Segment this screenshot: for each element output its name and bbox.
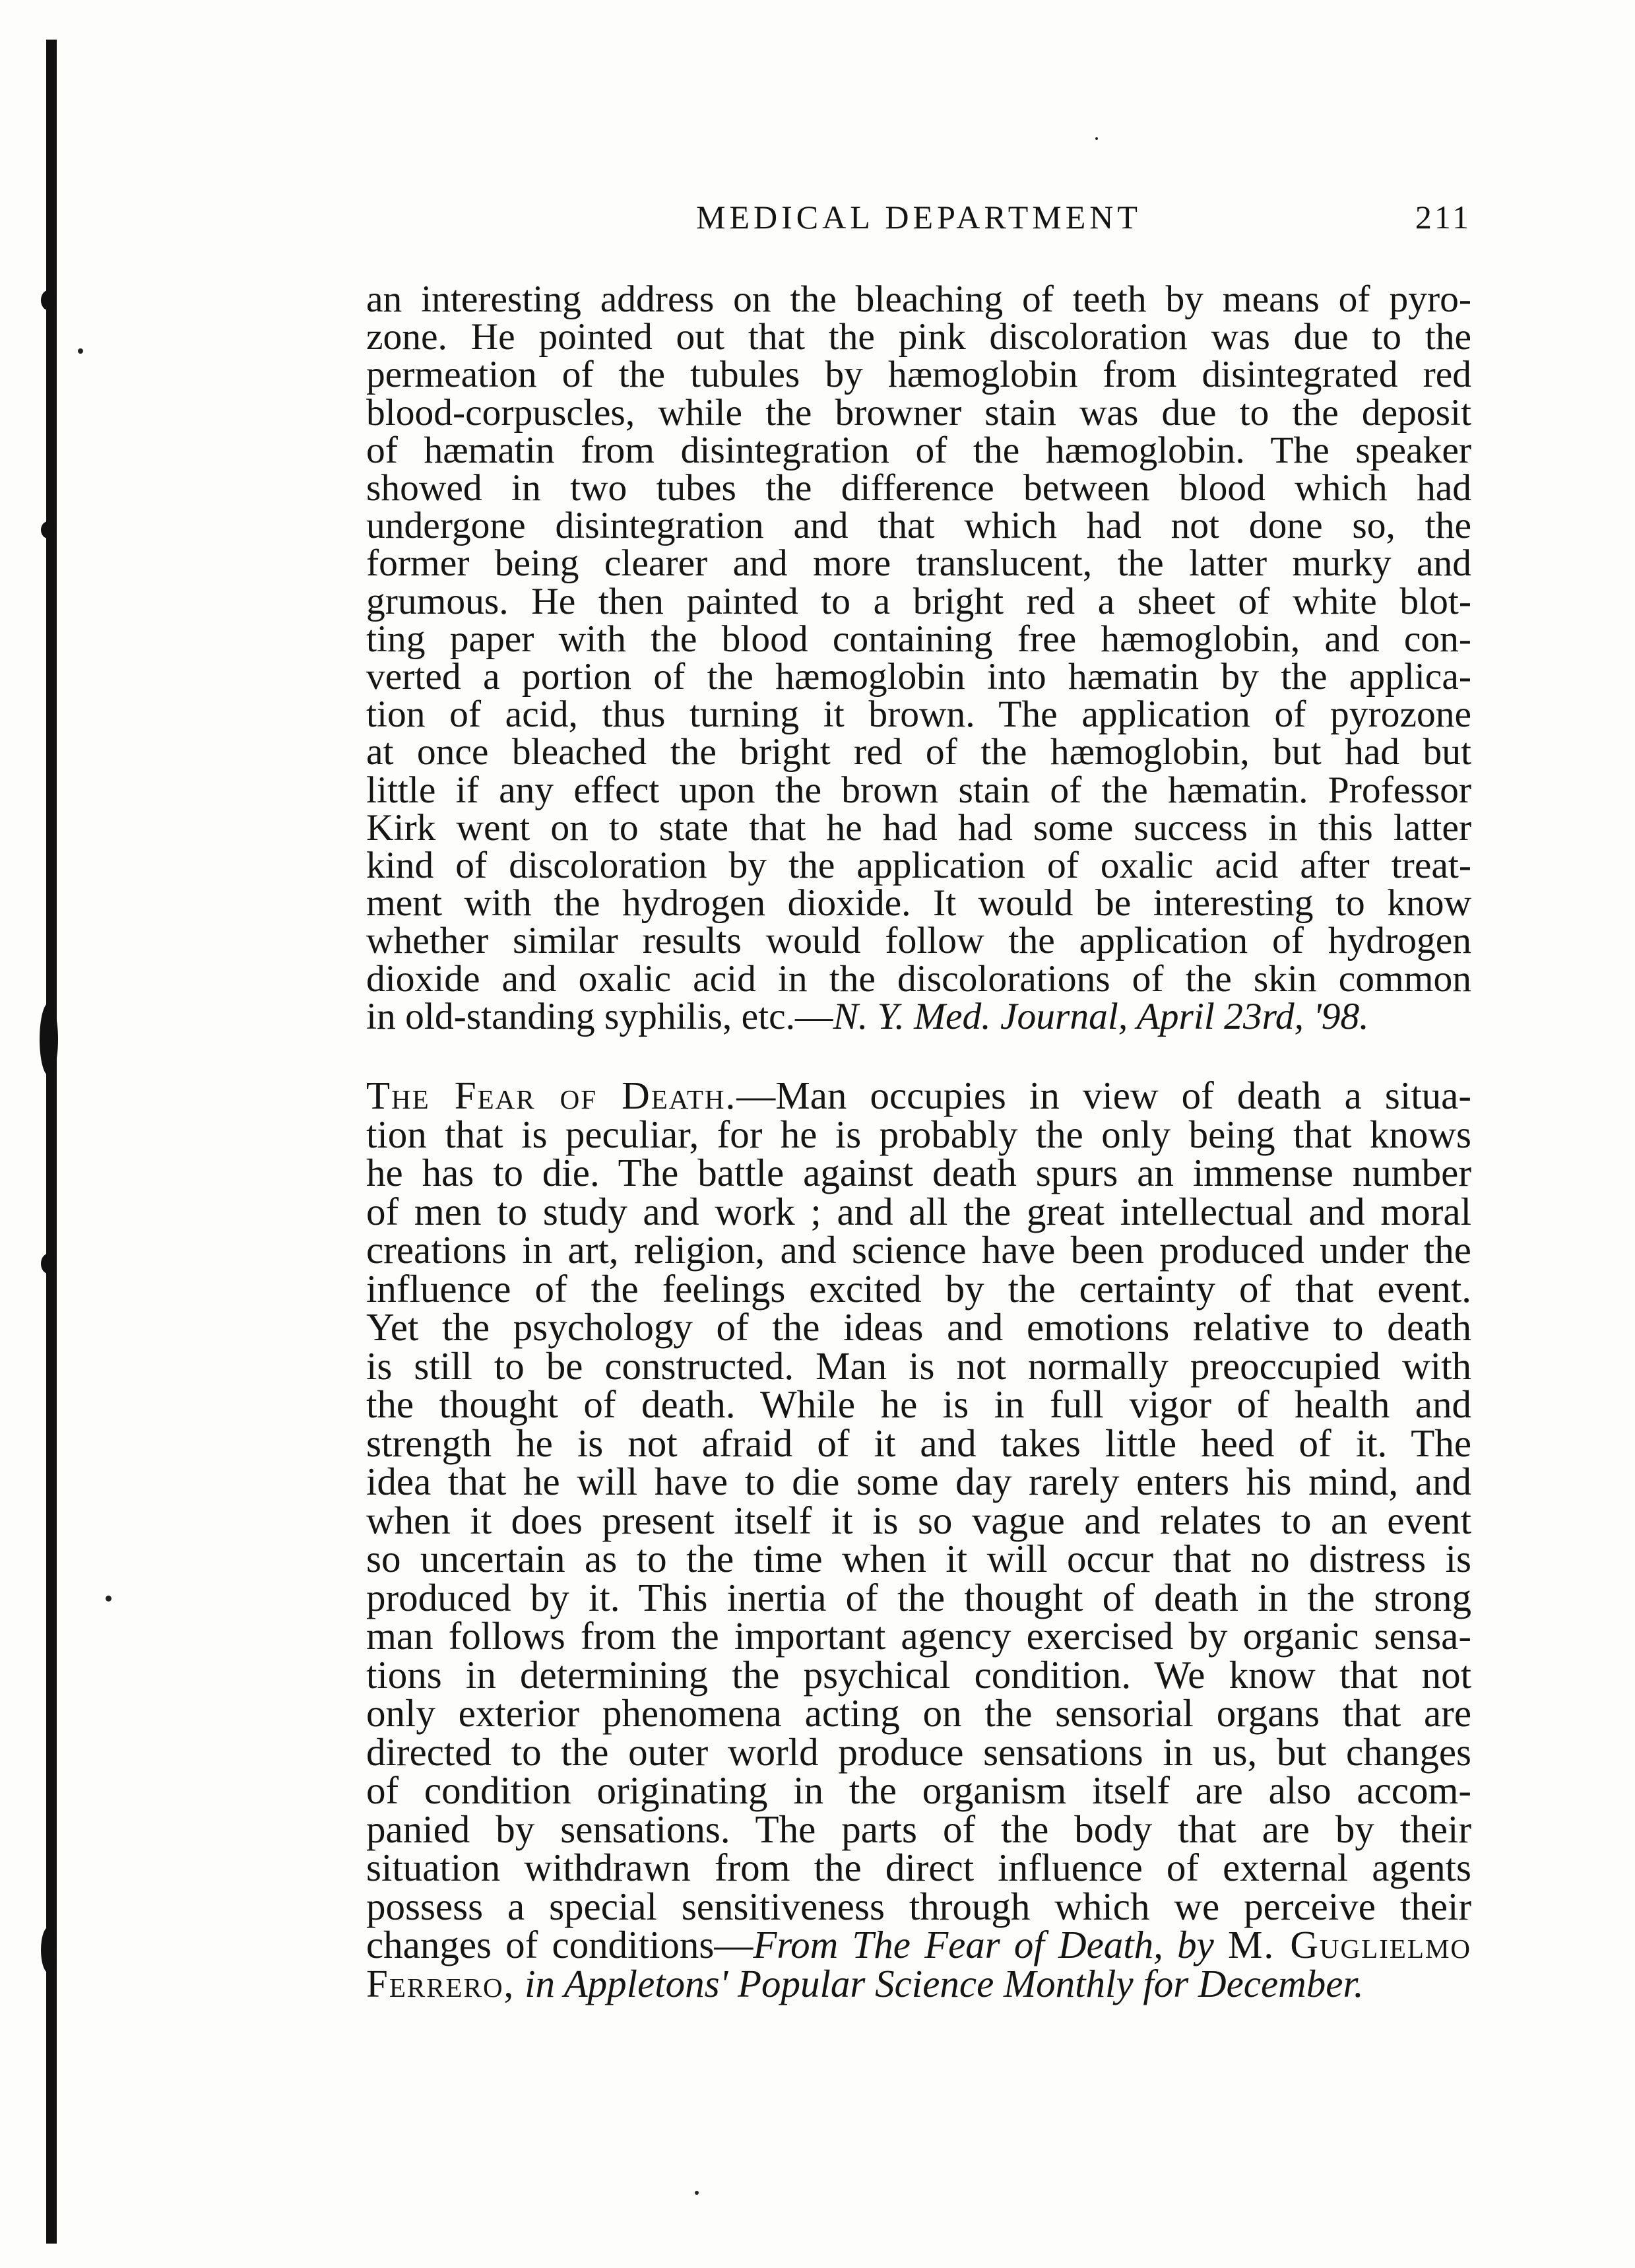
text-line: grumous. He then painted to a bright red a sheet of white blot-	[366, 580, 1471, 622]
binding-mark	[41, 290, 55, 310]
text-line: idea that he will have to die some day rarely enters his mind, and	[366, 1460, 1471, 1504]
text-line: undergone disintegration and that which had not done so, the	[366, 505, 1471, 547]
source-title: From The Fear of Death, by	[753, 1923, 1214, 1967]
text-line: ment with the hydrogen dioxide. It would be interesting to know	[366, 882, 1471, 924]
section-heading: The Fear of Death.	[366, 1074, 737, 1118]
text-line: little if any effect upon the brown stain of the hæmatin. Professor	[366, 769, 1471, 811]
page-body	[366, 280, 1471, 2003]
page-number: 211	[1415, 199, 1471, 236]
binding-mark	[41, 1927, 57, 1973]
text-line: zone. He pointed out that the pink discoloration was due to the	[366, 316, 1471, 358]
text-line: tions in determining the psychical condition. We know that not	[366, 1652, 1471, 1697]
text-line: permeation of the tubules by hæmoglobin from disintegrated red	[366, 354, 1471, 396]
text-line: ting paper with the blood containing free hæmoglobin, and con-	[366, 618, 1471, 660]
text-line: directed to the outer world produce sensations in us, but changes	[366, 1730, 1471, 1774]
citation: N. Y. Med. Journal, April 23rd, '98.	[833, 995, 1369, 1037]
text-line: strength he is not afraid of it and takes little heed of it. The	[366, 1421, 1471, 1465]
text-line: panied by sensations. The parts of the body that are by their	[366, 1807, 1471, 1851]
print-speck	[1095, 137, 1098, 140]
text-line: of condition originating in the organism itself are also accom-	[366, 1768, 1471, 1813]
author-name: M. Guglielmo	[1227, 1923, 1472, 1967]
print-speck	[78, 348, 83, 354]
text-line: dioxide and oxalic acid in the discolorations of the skin common	[366, 957, 1471, 1000]
text-line: is still to be constructed. Man is not normally preoccupied with	[366, 1344, 1471, 1388]
text-line: kind of discoloration by the application of oxalic acid after treat-	[366, 845, 1471, 887]
text-line: tion that is peculiar, for he is probably the only being that knows	[366, 1112, 1471, 1156]
text-line: he has to die. The battle against death spurs an immense number	[366, 1151, 1471, 1195]
text-line: when it does present itself it is so vague and relates to an event	[366, 1498, 1471, 1542]
print-speck	[106, 1596, 112, 1602]
binding-mark	[41, 1254, 55, 1274]
text-line	[366, 995, 1471, 1037]
paragraph-bleaching-teeth	[366, 280, 1471, 1035]
binding-mark	[41, 521, 55, 538]
text-line: of men to study and work ; and all the great intellectual and moral	[366, 1189, 1471, 1233]
paragraph-fear-of-death	[366, 1076, 1471, 2003]
text-line: the thought of death. While he is in full vigor of health and	[366, 1382, 1471, 1427]
text-run: in old-standing syphilis, etc.—	[366, 995, 833, 1037]
text-line: man follows from the important agency exercised by organic sensa-	[366, 1614, 1471, 1658]
text-line: possess a special sensitiveness through which we perceive their	[366, 1884, 1471, 1928]
text-line: situation withdrawn from the direct influence of external agents	[366, 1846, 1471, 1890]
text-line: an interesting address on the bleaching of teeth by means of pyro-	[366, 278, 1471, 320]
page-header	[366, 198, 1471, 251]
binding-mark	[40, 1003, 58, 1076]
text-line: blood-corpuscles, while the browner stain was due to the deposit	[366, 391, 1471, 434]
source-publication: in Appletons' Popular Science Monthly for December.	[525, 1961, 1364, 2005]
text-line: creations in art, religion, and science have been produced under the	[366, 1228, 1471, 1272]
text-line	[366, 1074, 1471, 1118]
text-line	[366, 1961, 1471, 2005]
text-line: Yet the psychology of the ideas and emotions relative to death	[366, 1305, 1471, 1349]
text-run: —Man occupies in view of death a situa-	[736, 1074, 1471, 1118]
text-line: produced by it. This inertia of the thought of death in the strong	[366, 1575, 1471, 1619]
binding-edge	[46, 40, 57, 2244]
text-line: whether similar results would follow the application of hydrogen	[366, 920, 1471, 962]
text-line: of hæmatin from disintegration of the hæmoglobin. The speaker	[366, 429, 1471, 471]
running-head: MEDICAL DEPARTMENT	[696, 199, 1141, 236]
text-line: verted a portion of the hæmoglobin into hæmatin by the applica-	[366, 656, 1471, 698]
text-line: Kirk went on to state that he had had some success in this latter	[366, 806, 1471, 849]
text-line: influence of the feelings excited by the certainty of that event.	[366, 1266, 1471, 1311]
text-line: only exterior phenomena acting on the sensorial organs that are	[366, 1691, 1471, 1735]
text-line: showed in two tubes the difference between blood which had	[366, 467, 1471, 509]
author-name: Ferrero,	[366, 1961, 515, 2005]
text-line: so uncertain as to the time when it will occur that no distress is	[366, 1537, 1471, 1581]
text-line	[366, 1923, 1472, 1967]
text-line: former being clearer and more translucent, the latter murky and	[366, 542, 1471, 585]
text-line: at once bleached the bright red of the hæmoglobin, but had but	[366, 731, 1471, 773]
print-speck	[695, 2191, 699, 2195]
text-run: changes of conditions—	[366, 1923, 753, 1967]
text-line: tion of acid, thus turning it brown. The application of pyrozone	[366, 694, 1471, 736]
